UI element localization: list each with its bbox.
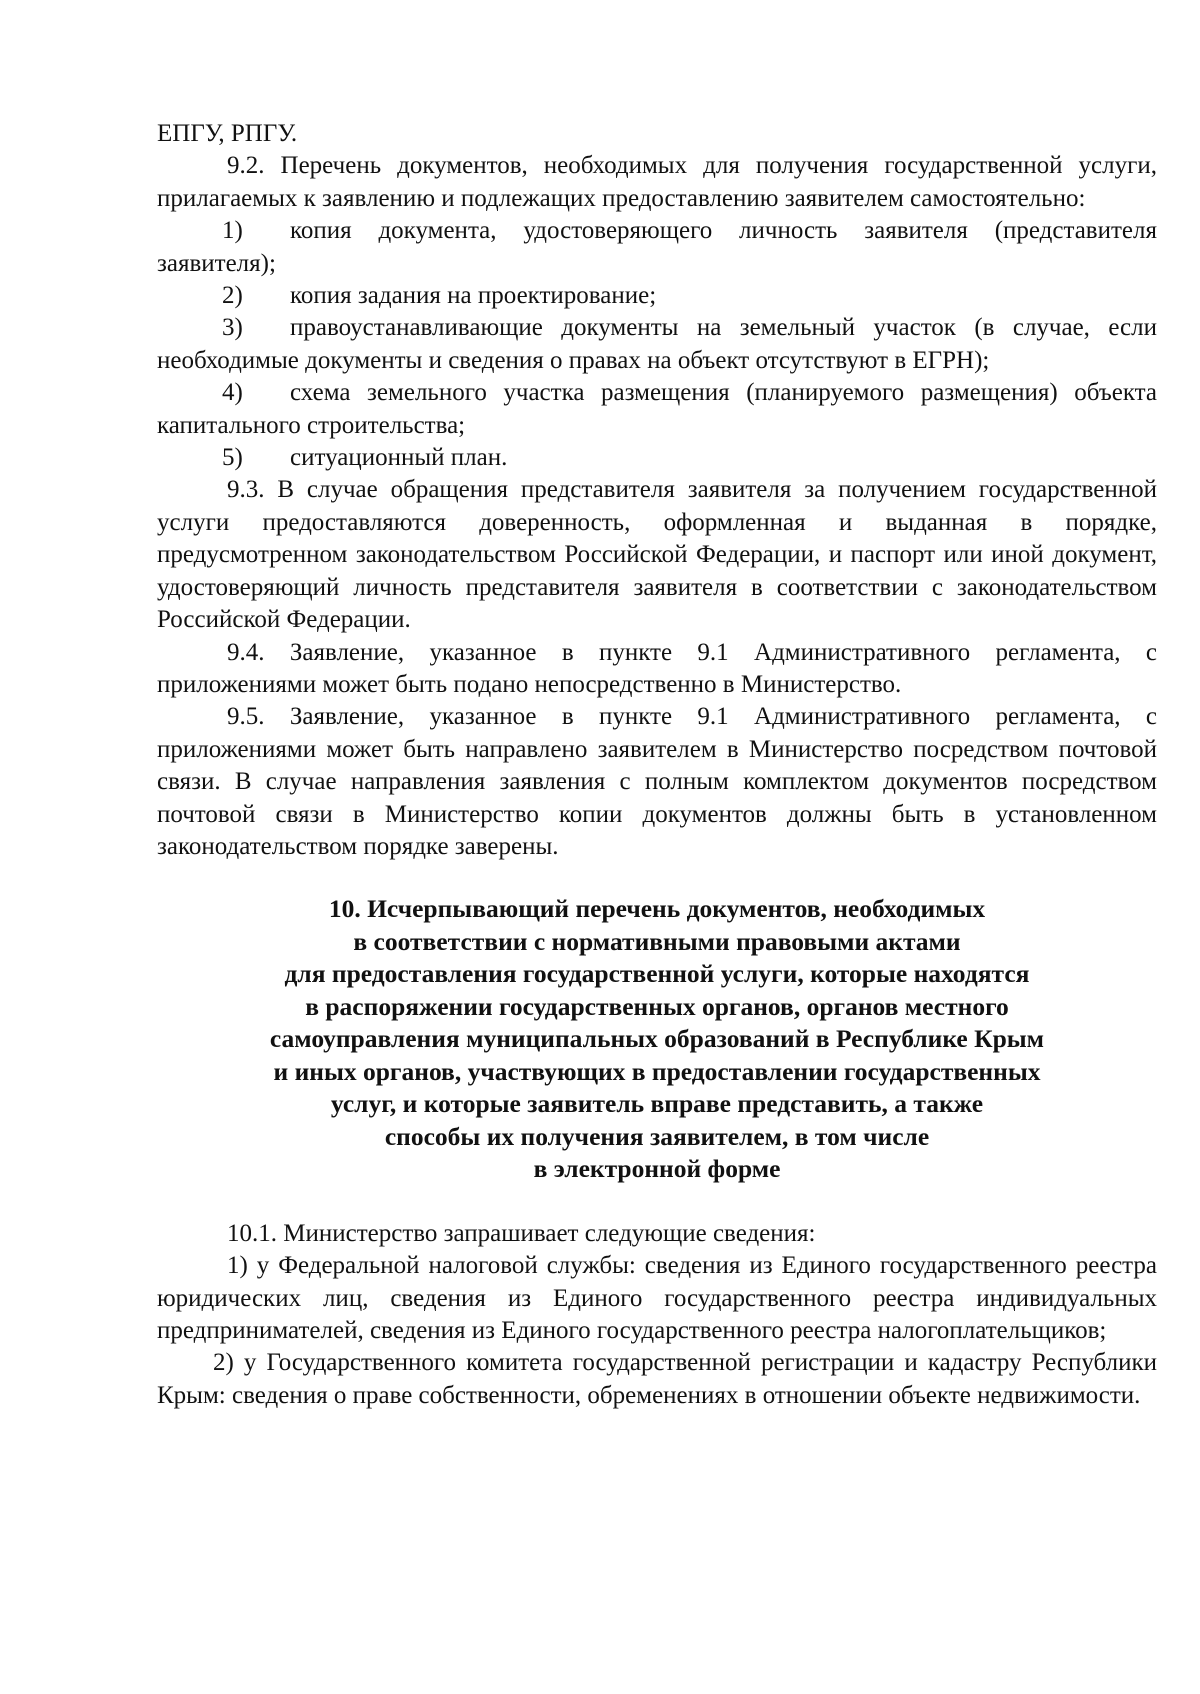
paragraph-10-1: 10.1. Министерство запрашивает следующие сведения: <box>227 1219 816 1247</box>
heading-line: для предоставления государственной услуги, которые находятся <box>284 959 1030 989</box>
paragraph-9-4: 9.4. Заявление, указанное в пункте 9.1 Административного регламента, с приложениями может быть подано непосредственно в Министерство. <box>157 638 1157 698</box>
list-text: правоустанавливающие документы на земельный участок (в случае, если необходимые документы и сведения о правах на объект отсутствуют в ЕГРН); <box>157 314 1157 374</box>
list-number: 5) <box>222 444 243 472</box>
heading-line: в электронной форме <box>533 1154 781 1184</box>
list-item <box>157 215 1157 280</box>
paragraph-9-2: 9.2. Перечень документов, необходимых для получения государственной услуги, прилагаемых к заявлению и подлежащих предоставлению заявителем самостоятельно: <box>157 152 1157 212</box>
list-number: 4) <box>222 379 243 407</box>
list-item <box>157 312 1157 377</box>
heading-line: способы их получения заявителем, в том числе <box>384 1121 930 1151</box>
list-text: копия задания на проектирование; <box>290 282 657 310</box>
list-number: 1) <box>222 217 243 245</box>
list-item <box>157 280 1157 312</box>
paragraph-9-5: 9.5. Заявление, указанное в пункте 9.1 Административного регламента, с приложениями может быть направлено заявителем в Министерство посредством почтовой связи. В случае направления заявления с полным комплектом документов посредством почтовой связи в Министерство копии документов должны быть в установленном законодательством порядке заверены. <box>157 703 1157 860</box>
list-text: копия документа, удостоверяющего личность заявителя (представителя заявителя); <box>157 217 1157 277</box>
heading-line: самоуправления муниципальных образований в Республике Крым <box>269 1024 1045 1054</box>
list-number: 2) <box>222 282 243 310</box>
list-text: схема земельного участка размещения (планируемого размещения) объекта капитального строительства; <box>157 379 1157 439</box>
heading-line: и иных органов, участвующих в предоставлении государственных <box>273 1056 1041 1086</box>
paragraph-9-3: 9.3. В случае обращения представителя заявителя за получением государственной услуги предоставляются доверенность, оформленная и выданная в порядке, предусмотренном законодательством Российской Федерации, и паспорт или иной документ, удостоверяющий личность представителя заявителя в соответствии с законодательством Российской Федерации. <box>157 476 1157 634</box>
paragraph-continuation: ЕПГУ, РПГУ. <box>157 120 298 147</box>
list-item <box>157 377 1157 442</box>
spacer <box>157 1186 1157 1218</box>
heading-line: в распоряжении государственных органов, органов местного <box>305 991 1009 1021</box>
heading-line: 10. Исчерпывающий перечень документов, необходимых <box>328 894 986 924</box>
list-item <box>157 442 1157 474</box>
list-number: 3) <box>222 314 243 342</box>
heading-line: услуг, и которые заявитель вправе представить, а также <box>330 1089 984 1119</box>
paragraph-10-1-2: 2) у Государственного комитета государственной регистрации и кадастру Республики Крым: сведения о праве собственности, обременениях в отношении объекте недвижимости. <box>157 1349 1157 1409</box>
document-page <box>157 118 1157 1412</box>
paragraph-10-1-1: 1) у Федеральной налоговой службы: сведения из Единого государственного реестра юридических лиц, сведения из Единого государственного реестра индивидуальных предпринимателей, сведения из Единого государственного реестра налогоплательщиков; <box>157 1252 1157 1345</box>
list-text: ситуационный план. <box>290 444 508 472</box>
heading-line: в соответствии с нормативными правовыми актами <box>353 926 961 956</box>
section-heading-10 <box>157 893 1157 1186</box>
